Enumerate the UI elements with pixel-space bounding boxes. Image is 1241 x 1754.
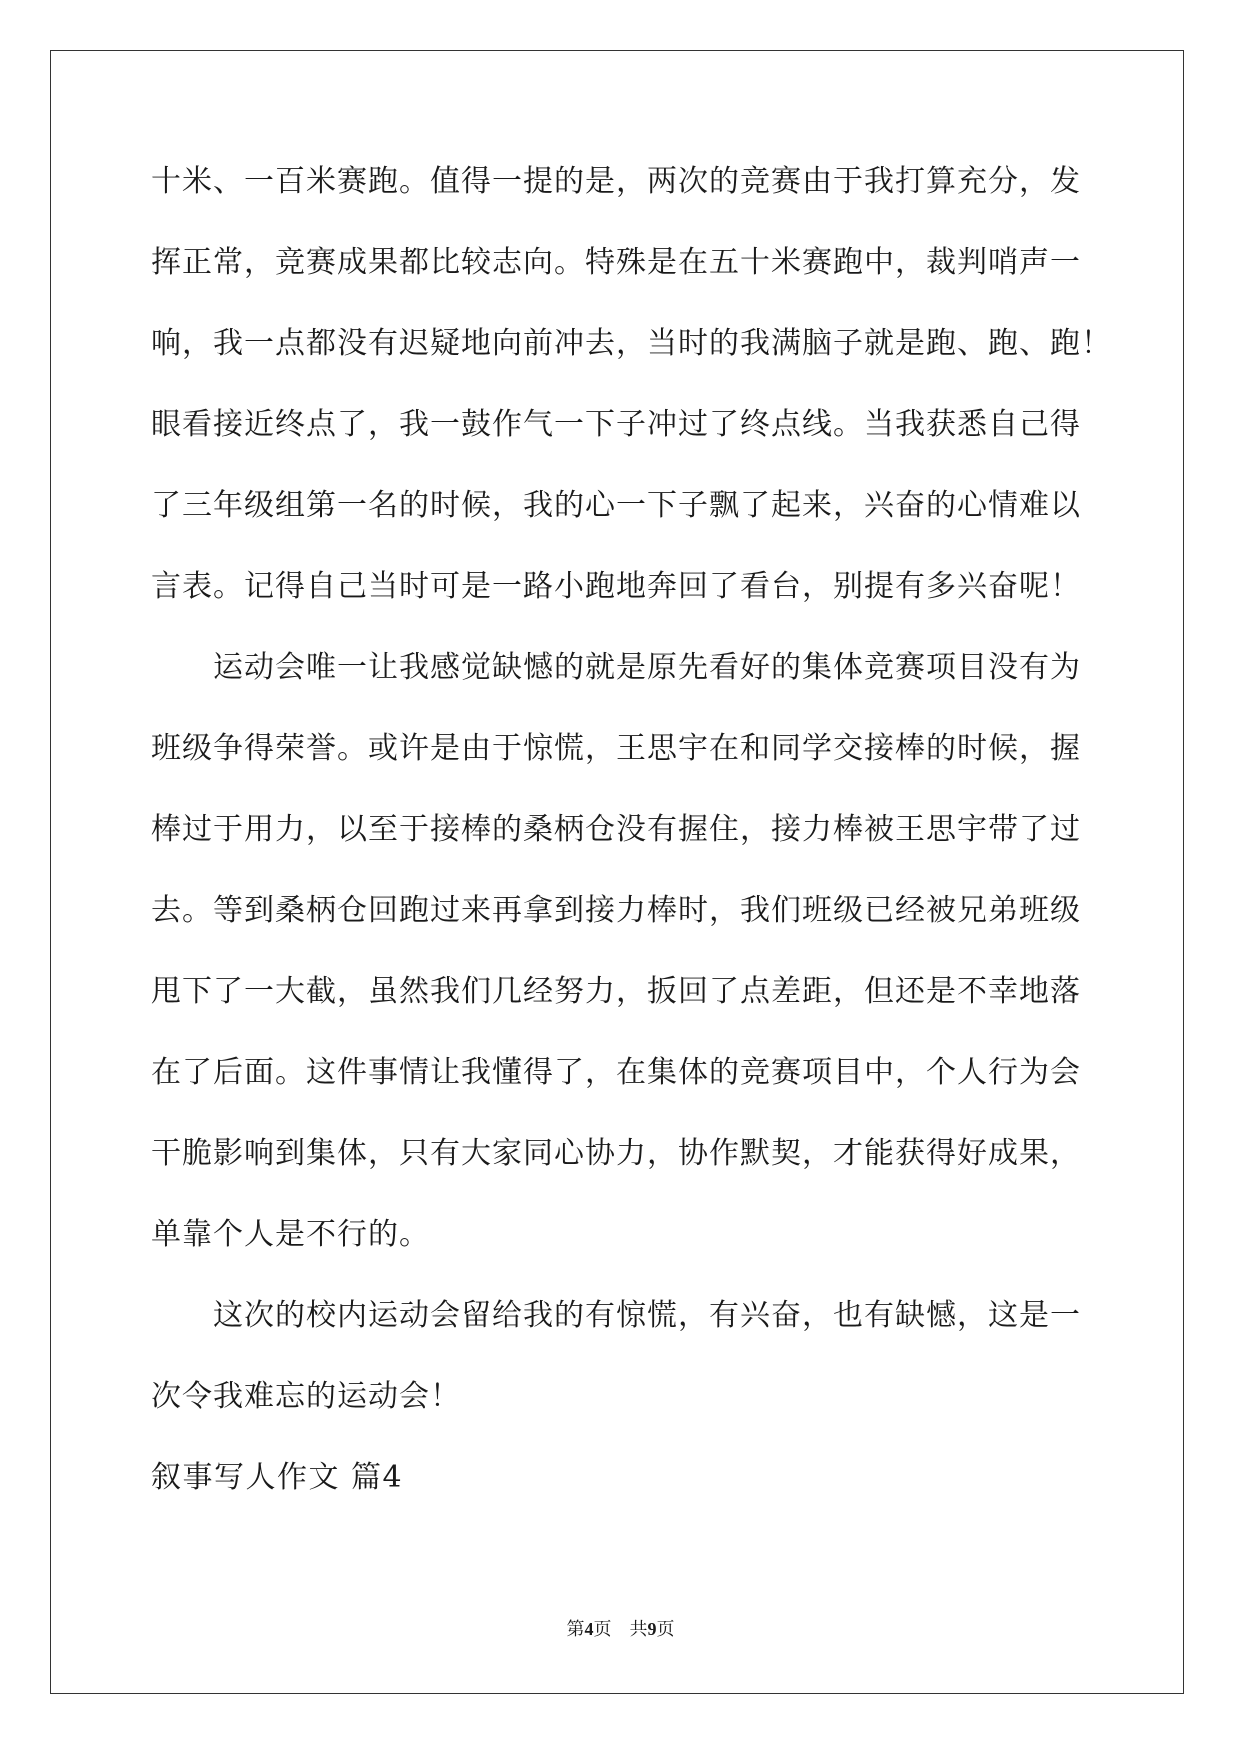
page-footer — [0, 1617, 1241, 1642]
section-heading: 叙事写人作文 篇4 — [151, 1460, 404, 1495]
paragraph-start-line: 运动会唯一让我感觉缺憾的就是原先看好的集体竞赛项目没有为 — [151, 650, 1081, 685]
footer-total-pages: 9 — [647, 1619, 657, 1639]
footer-current-page: 4 — [584, 1619, 594, 1639]
text-line: 在了后面。这件事情让我懂得了，在集体的竞赛项目中，个人行为会 — [151, 1055, 1081, 1090]
text-line: 棒过于用力，以至于接棒的桑柄仓没有握住，接力棒被王思宇带了过 — [151, 812, 1081, 847]
paragraph-start-line: 这次的校内运动会留给我的有惊慌，有兴奋，也有缺憾，这是一 — [151, 1298, 1081, 1333]
document-body — [151, 160, 1112, 1537]
text-line: 眼看接近终点了，我一鼓作气一下子冲过了终点线。当我获悉自己得 — [151, 407, 1081, 442]
text-line: 了三年级组第一名的时候，我的心一下子飘了起来，兴奋的心情难以 — [151, 488, 1081, 523]
footer-suffix: 页 — [656, 1619, 675, 1640]
text-line: 班级争得荣誉。或许是由于惊慌，王思宇在和同学交接棒的时候，握 — [151, 731, 1081, 766]
text-line: 十米、一百米赛跑。值得一提的是，两次的竞赛由于我打算充分，发 — [151, 164, 1081, 199]
text-line: 去。等到桑柄仓回跑过来再拿到接力棒时，我们班级已经被兄弟班级 — [151, 893, 1081, 928]
footer-prefix: 第 — [566, 1619, 585, 1640]
text-line: 言表。记得自己当时可是一路小跑地奔回了看台，别提有多兴奋呢！ — [151, 569, 1081, 604]
text-line: 次令我难忘的运动会！ — [151, 1379, 461, 1414]
footer-middle: 页 共 — [593, 1619, 648, 1640]
text-line: 甩下了一大截，虽然我们几经努力，扳回了点差距，但还是不幸地落 — [151, 974, 1081, 1009]
text-line: 挥正常，竞赛成果都比较志向。特殊是在五十米赛跑中，裁判哨声一 — [151, 245, 1081, 280]
text-line: 单靠个人是不行的。 — [151, 1217, 430, 1252]
text-line: 干脆影响到集体，只有大家同心协力，协作默契，才能获得好成果， — [151, 1136, 1081, 1171]
text-line: 响，我一点都没有迟疑地向前冲去，当时的我满脑子就是跑、跑、跑！ — [151, 326, 1112, 361]
